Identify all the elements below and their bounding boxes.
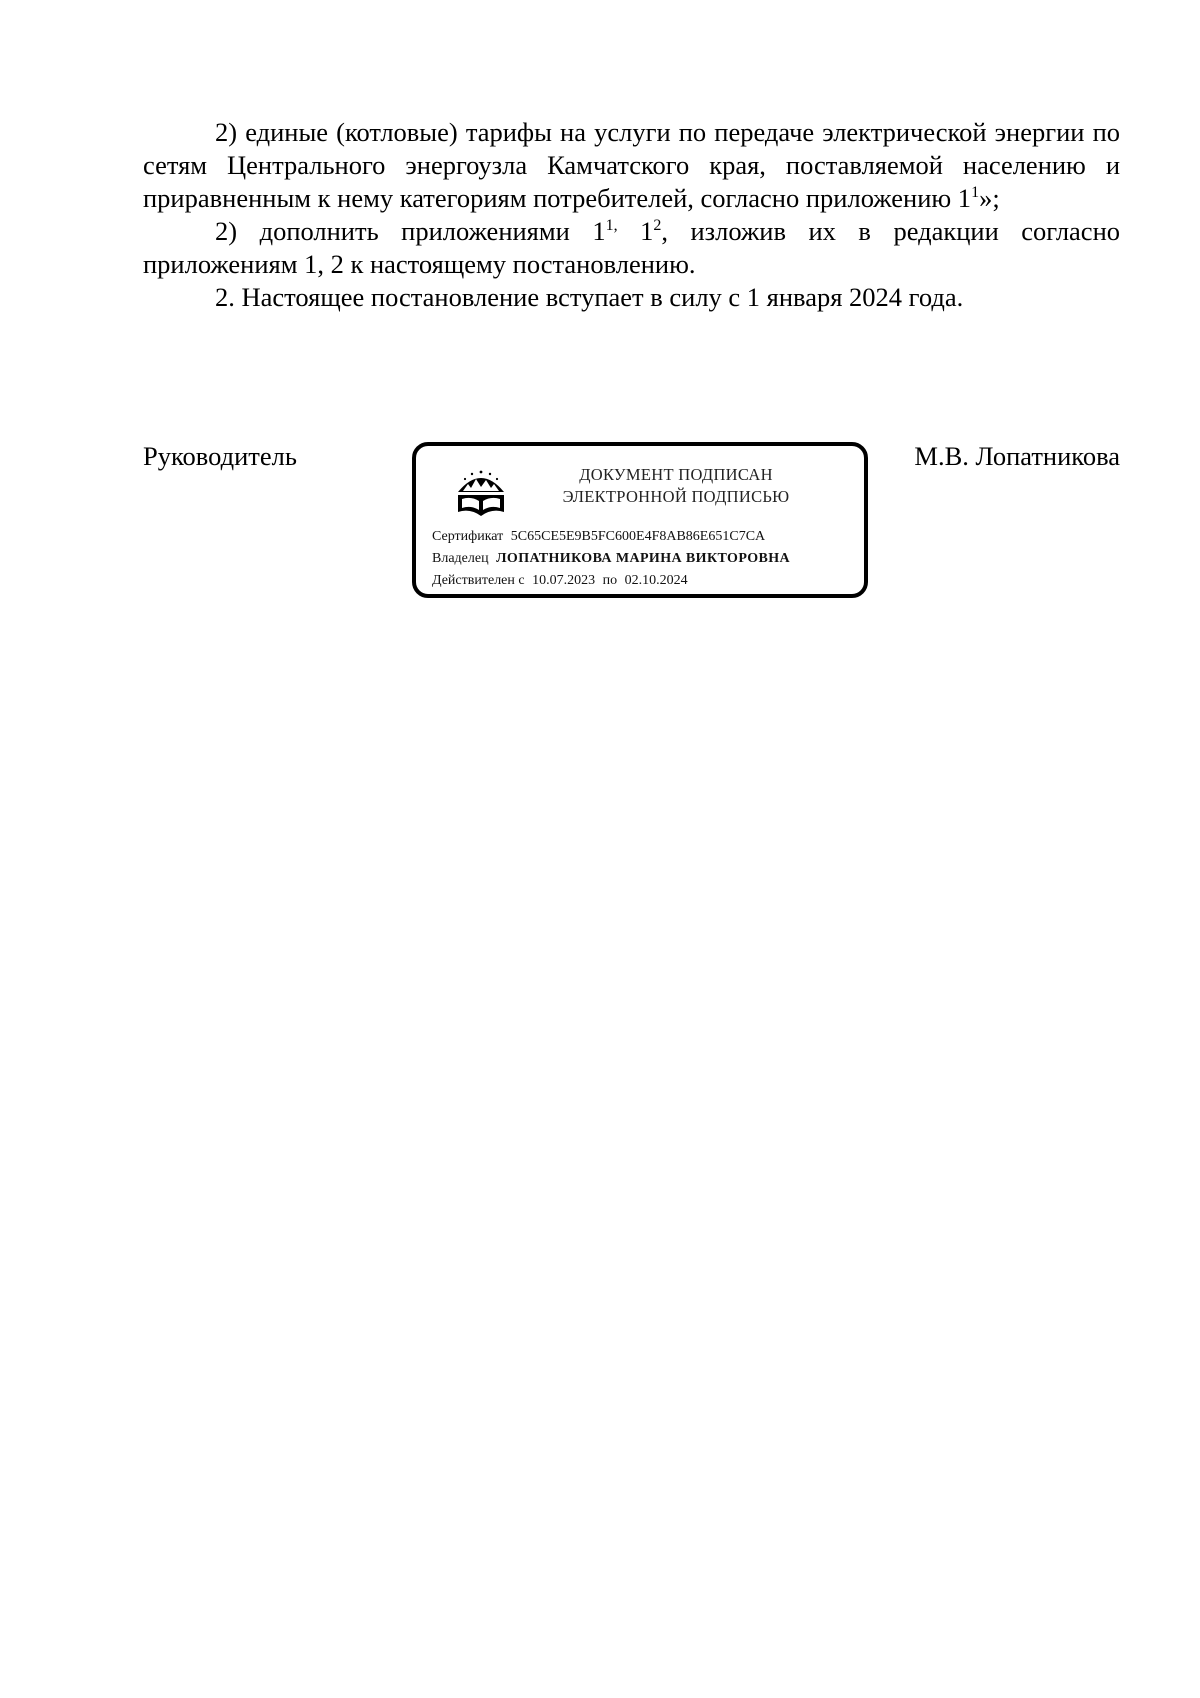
document-body <box>143 116 1120 314</box>
signer-role: Руководитель <box>143 441 297 471</box>
certificate-label: Сертификат <box>432 529 504 544</box>
valid-label: Действителен с <box>432 573 525 588</box>
owner-value: ЛОПАТНИКОВА МАРИНА ВИКТОРОВНА <box>496 551 791 566</box>
validity-line <box>432 572 688 590</box>
valid-from: 10.07.2023 <box>532 573 596 588</box>
superscript: 1, <box>605 217 618 234</box>
certificate-value: 5C65CE5E9B5FC600E4F8AB86E651C7CA <box>510 529 766 544</box>
valid-to-label: по <box>602 573 618 588</box>
electronic-signature-stamp <box>412 442 868 598</box>
paragraph-supplement <box>143 215 1120 281</box>
stamp-heading <box>526 464 826 508</box>
superscript: 1 <box>971 184 980 201</box>
stamp-heading-line: ДОКУМЕНТ ПОДПИСАН <box>579 465 773 484</box>
paragraph-effective-date: 2. Настоящее постановление вступает в силу с 1 января 2024 года. <box>215 282 964 312</box>
paragraph-tariffs <box>143 116 1120 215</box>
paragraph-tariffs-text: 2) единые (котловые) тарифы на услуги по передаче электрической энергии по сетям Центрального энергоузла Камчатского края, поставляемой населению и приравненным к нему категориям потребителей, согласно приложению 1 <box>143 117 1120 213</box>
paragraph-supplement-part2: 1 <box>617 216 654 246</box>
valid-to: 02.10.2024 <box>624 573 688 588</box>
certificate-line <box>432 528 765 546</box>
superscript: 2 <box>653 217 662 234</box>
stamp-heading-line: ЭЛЕКТРОННОЙ ПОДПИСЬЮ <box>562 487 790 506</box>
kamchatka-emblem-icon <box>454 466 508 522</box>
owner-line <box>432 550 790 568</box>
paragraph-tariffs-tail: »; <box>979 183 1000 213</box>
paragraph-supplement-part1: 2) дополнить приложениями 1 <box>215 216 606 246</box>
signer-name: М.В. Лопатникова <box>914 441 1120 471</box>
owner-label: Владелец <box>432 551 489 566</box>
paragraph-supplement-part3: , изложив их в редакции согласно приложениям 1, 2 к настоящему постановлению. <box>143 216 1120 279</box>
